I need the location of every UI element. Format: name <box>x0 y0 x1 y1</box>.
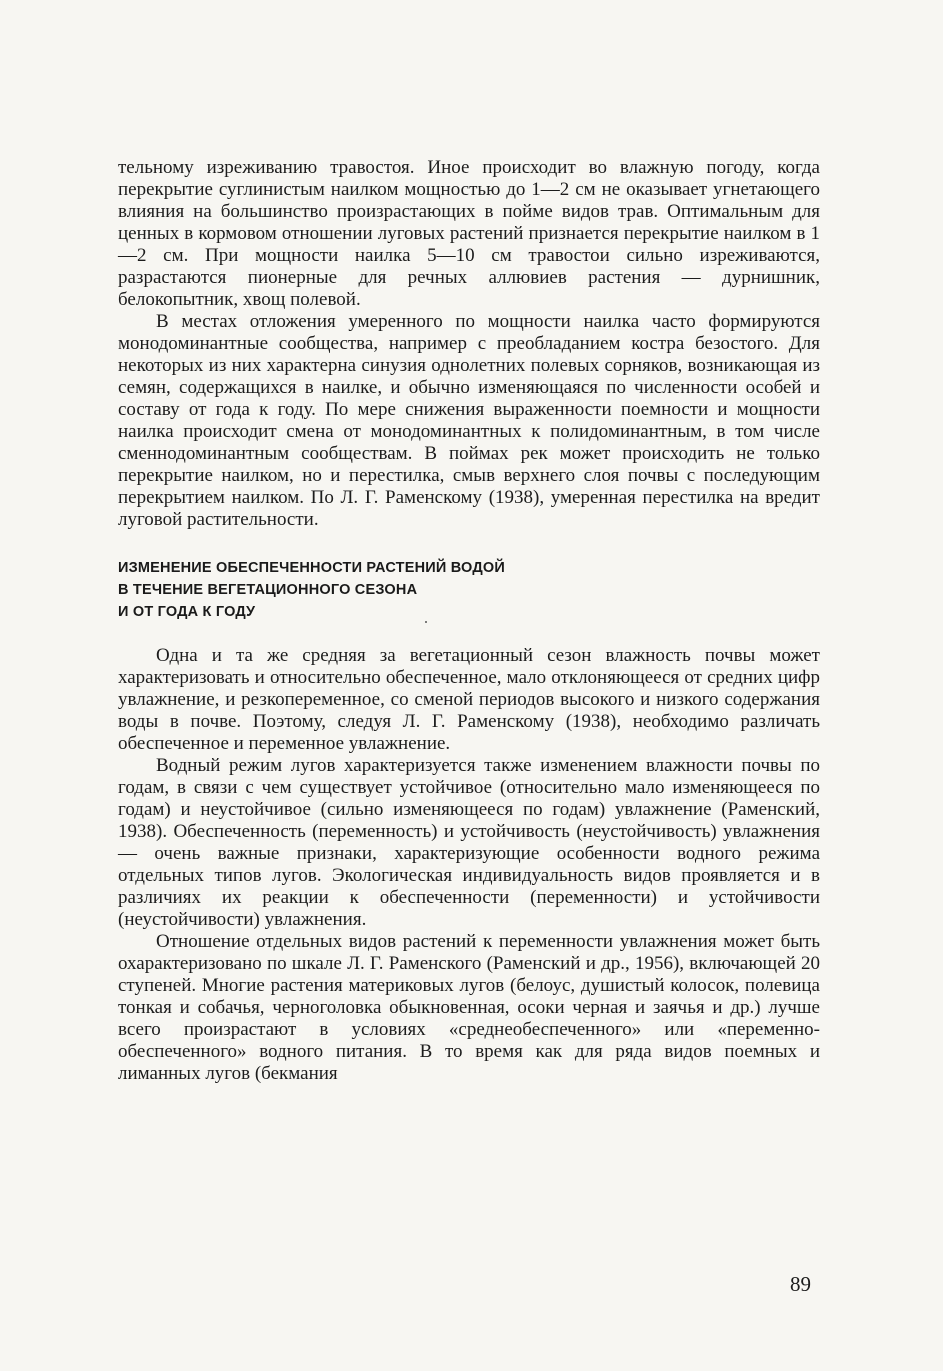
paragraph-water-regime: Водный режим лугов характеризуется также изменением влажности почвы по годам, в связи с чем существует устойчивое (относительно мало изменяющееся по годам) и неустойчивое (сильно изменяющееся по годам) увлажнение (Раменский, 1938). Обеспеченность (переменность) и устойчивость (неустойчивость) увлажнения — очень важные признаки, характеризующие особенности водного режима отдельных типов лугов. Экологическая индивидуальность видов проявляется и в различиях их реакции к обеспеченности (переменности) и устойчивости (неустойчивости) увлажнения. <box>118 755 820 930</box>
page-number: 89 <box>790 1272 811 1296</box>
book-page <box>118 157 820 1085</box>
print-speck <box>425 621 427 623</box>
paragraph-species-relation: Отношение отдельных видов растений к переменности увлажнения может быть охарактеризовано по шкале Л. Г. Раменского (Раменский и др., 1956), включающей 20 ступеней. Многие растения материковых лугов (белоус, душистый колосок, полевица тонкая и собачья, черноголовка обыкновенная, осоки черная и заячья и др.) лучше всего произрастают в условиях «среднеобеспеченного» или «переменно-обеспеченного» водного питания. В то время как для ряда видов поемных и лиманных лугов (бекмания <box>118 931 820 1084</box>
paragraph-continuation: тельному изреживанию травостоя. Иное происходит во влажную погоду, когда перекрытие суглинистым наилком мощностью до 1—2 см не оказывает угнетающего влияния на большинство произрастающих в пойме видов трав. Оптимальным для ценных в кормовом отношении луговых растений признается перекрытие наилком в 1—2 см. При мощности наилка 5—10 см травостои сильно изреживаются, разрастаются пионерные для речных аллювиев растения — дурнишник, белокопытник, хвощ полевой. <box>118 157 820 310</box>
section-heading-line-2: В ТЕЧЕНИЕ ВЕГЕТАЦИОННОГО СЕЗОНА <box>118 582 418 598</box>
paragraph-alluvium-communities: В местах отложения умеренного по мощности наилка часто формируются монодоминантные сообщества, например с преобладанием костра безостого. Для некоторых из них характерна синузия однолетних полевых сорняков, возникающая из семян, содержащихся в наилке, и обычно изменяющаяся по численности особей и составу от года к году. По мере снижения выраженности поемности и мощности наилка происходит смена от монодоминантных к полидоминантным, в том числе сменнодоминантным сообществам. В поймах рек может происходить не только перекрытие наилком, но и перестилка, смыв верхнего слоя почвы с последующим перекрытием наилком. По Л. Г. Раменскому (1938), умеренная перестилка на вредит луговой растительности. <box>118 311 820 530</box>
section-heading-line-1: ИЗМЕНЕНИЕ ОБЕСПЕЧЕННОСТИ РАСТЕНИЙ ВОДОЙ <box>118 560 505 576</box>
paragraph-soil-moisture: Одна и та же средняя за вегетационный сезон влажность почвы может характеризовать и относительно обеспеченное, мало отклоняющееся от средних цифр увлажнение, и резкопеременное, со сменой периодов высокого и низкого содержания воды в почве. Поэтому, следуя Л. Г. Раменскому (1938), необходимо различать обеспеченное и переменное увлажнение. <box>118 645 820 754</box>
section-heading <box>118 557 820 623</box>
section-heading-line-3: И ОТ ГОДА К ГОДУ <box>118 604 256 620</box>
